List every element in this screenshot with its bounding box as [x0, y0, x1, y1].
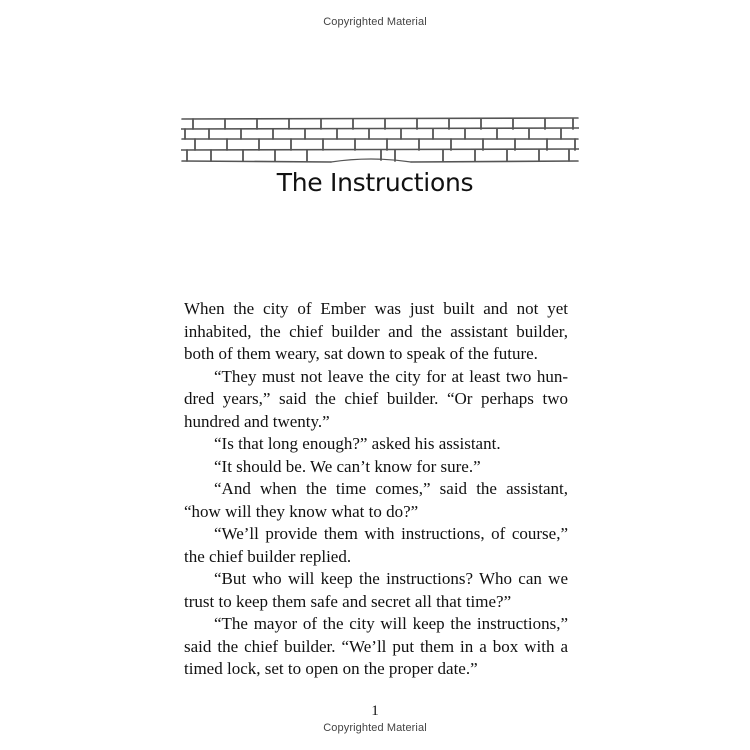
- body-text: [184, 298, 568, 681]
- copyright-notice-top: Copyrighted Material: [323, 16, 427, 28]
- paragraph: “We’ll provide them with instructions, of course,” the chief builder replied.: [184, 524, 568, 566]
- copyright-notice-bottom: Copyrighted Material: [323, 722, 427, 734]
- page-number: 1: [371, 703, 379, 719]
- paragraph: “They must not leave the city for at least two hundred years,” said the chief builder. “Or perhaps two hundred and twenty.”: [184, 366, 568, 431]
- paragraph: “The mayor of the city will keep the instructions,” said the chief builder. “We’ll put them in a box with a timed lock, set to open on the proper date.”: [184, 614, 568, 678]
- brick-wall-ornament-icon: [181, 115, 579, 165]
- paragraph: When the city of Ember was just built and not yet inhabited, the chief builder and the assistant builder, both of them weary, sat down to speak of the future.: [184, 299, 568, 363]
- paragraph: “And when the time comes,” said the assistant, “how will they know what to do?”: [184, 479, 568, 521]
- chapter-title: The Instructions: [276, 168, 474, 197]
- paragraph: “It should be. We can’t know for sure.”: [214, 456, 481, 476]
- paragraph: “But who will keep the instructions? Who can we trust to keep them safe and secret all that time?”: [184, 569, 568, 611]
- paragraph: “Is that long enough?” asked his assistant.: [214, 434, 501, 453]
